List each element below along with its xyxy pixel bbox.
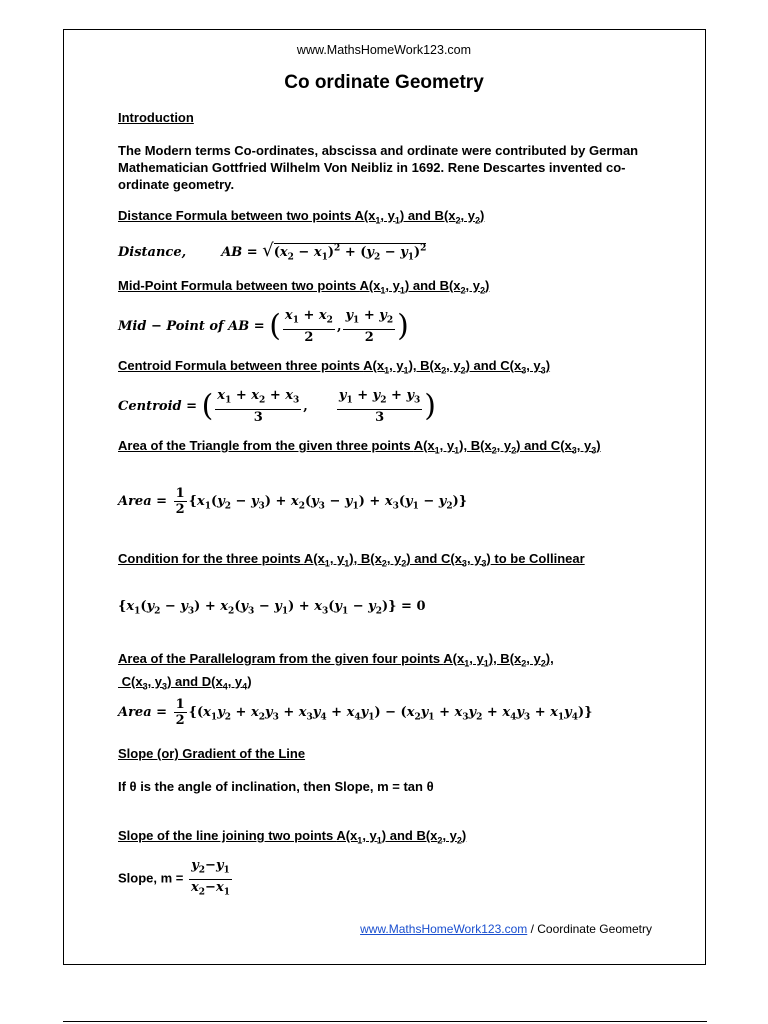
midpoint-formula: Mid − Point of AB = ( $\frac{x_1 + x_2}{2}$ , $\frac{y_1 + y_2}{2}$ ) xyxy=(118,308,409,345)
collinear-heading: Condition for the three points $A(x_1$, $y_1$), $B(x_2$, $y_2$) and $C(x_3$, $y_3$) to be Collinear xyxy=(118,551,585,569)
slope-statement: If θ is the angle of inclination, then Slope, m = tan θ xyxy=(118,779,434,794)
bottom-divider xyxy=(63,1021,707,1022)
distance-formula: Distance, AB = $√(x_2 - x_1)^2 + (y_2 - y_1)^2$ xyxy=(118,240,427,263)
parallelogram-formula: Area = $\frac{1}{2}$ $\{(x_1y_2 + x_2y_3 + x_3y_4 + x_4y_1) - (x_2y_1 + x_3y_2 + x_4y_3 + x_1y_4)\}$ xyxy=(118,697,593,728)
centroid-heading: Centroid Formula between three points $A(x_1$, $y_1$), $B(x_2$, $y_2$) and $C(x_3$, $y_3$) xyxy=(118,358,551,376)
triangle-area-formula: Area = $\frac{1}{2}$ $\{x_1(y_2 - y_3) + x_2(y_3 - y_1) + x_3(y_1 - y_2)\}$ xyxy=(118,486,468,517)
triangle-area-heading: Area of the Triangle from the given three points $A(x_1$, $y_1$), $B(x_2$, $y_2$) and $C(x_3$, $y_3$) xyxy=(118,438,601,456)
page-title: Co ordinate Geometry xyxy=(284,72,484,93)
site-header: www.MathsHomeWork123.com xyxy=(296,43,472,57)
slope-two-points-formula: Slope, m = $\frac{y_2-y_1}{x_2-x_1}$ xyxy=(118,858,230,898)
collinear-formula: $\{x_1(y_2 - y_3) + x_2(y_3 - y_1) + x_3(y_1 - y_2)\} = 0$ xyxy=(118,599,426,617)
footer-suffix: / Coordinate Geometry xyxy=(527,922,652,936)
footer-link[interactable]: www.MathsHomeWork123.com xyxy=(360,922,528,936)
distance-heading: Distance Formula between two points $A(x_1$, $y_1$) and $B(x_2$, $y_2$) xyxy=(118,208,485,226)
centroid-formula: Centroid = ( $\frac{x_1 + x_2 + x_3}{3}$ , $\frac{y_1 + y_2 + y_3}{3}$ ) xyxy=(118,388,436,425)
slope-two-points-heading: Slope of the line joining two points $A(x_1$, $y_1$) and $B(x_2$, $y_2$) xyxy=(118,828,467,846)
intro-paragraph: The Modern terms Co-ordinates, abscissa and ordinate were contributed by German Mathematician Gottfried Wilhelm Von Neibliz in 1692. Rene Descartes invented co-ordinate geometry. xyxy=(118,143,639,192)
slope-heading: Slope (or) Gradient of the Line xyxy=(118,746,306,761)
intro-heading: Introduction xyxy=(118,110,194,125)
page-footer xyxy=(0,922,652,936)
midpoint-heading: Mid-Point Formula between two points $A(x_1$, $y_1$) and $B(x_2$, $y_2$) xyxy=(118,278,490,296)
parallelogram-heading: Area of the Parallelogram from the given four points $A(x_1$, $y_1$), $B(x_2$, $y_2$), $C(x_3$, $y_3$) and $D(x_4$, $y_4$) xyxy=(118,651,554,692)
